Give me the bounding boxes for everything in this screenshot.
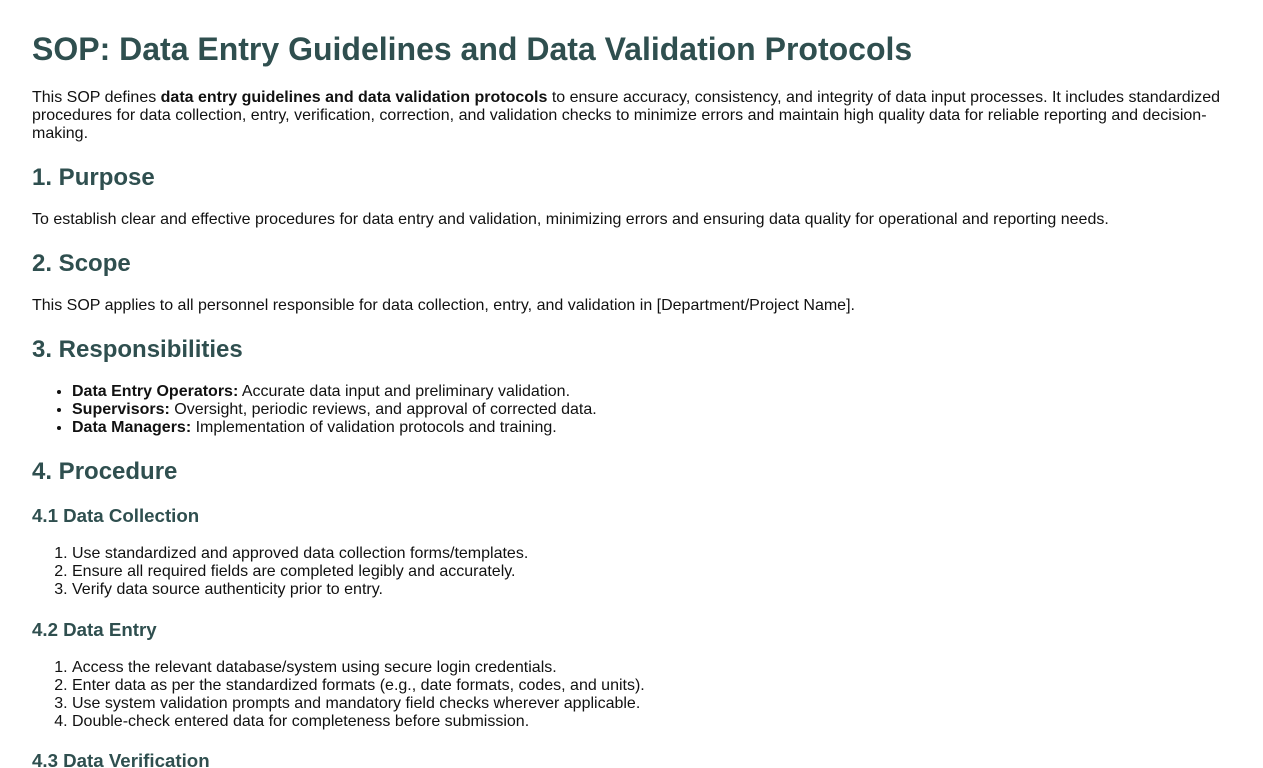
responsibilities-list <box>32 383 1222 437</box>
role-description: Implementation of validation protocols and training. <box>191 419 557 436</box>
data-collection-heading: 4.1 Data Collection <box>32 505 200 526</box>
list-item: 1. Use standardized and approved data collection forms/templates. <box>72 545 1222 563</box>
role-label: Data Entry Operators: <box>72 383 239 400</box>
intro-text-start: This SOP defines <box>32 89 161 106</box>
list-item: 4. Double-check entered data for completeness before submission. <box>72 713 1222 731</box>
procedure-heading: 4. Procedure <box>32 458 178 485</box>
role-label: Data Managers: <box>72 419 192 436</box>
list-item: 2. Ensure all required fields are completed legibly and accurately. <box>72 563 1222 581</box>
list-item: 1. Access the relevant database/system using secure login credentials. <box>72 659 1222 677</box>
list-item <box>72 383 1222 401</box>
purpose-text: To establish clear and effective procedures for data entry and validation, minimizing errors and ensuring data quality for operational and reporting needs. <box>32 211 1109 228</box>
data-collection-list <box>32 545 1222 599</box>
list-item <box>72 401 1222 419</box>
role-label: Supervisors: <box>72 401 170 418</box>
purpose-heading: 1. Purpose <box>32 164 155 191</box>
intro-text-end: to ensure accuracy, consistency, and integrity of data input processes. It includes standardized procedures for data collection, entry, verification, correction, and validation checks to minimize errors and maintain high quality data for reliable reporting and decision-making. <box>32 89 1221 142</box>
list-item: 2. Enter data as per the standardized formats (e.g., date formats, codes, and units). <box>72 677 1222 695</box>
intro-paragraph <box>32 89 1227 143</box>
page-title: SOP: Data Entry Guidelines and Data Validation Protocols <box>32 31 913 67</box>
list-item: 3. Use system validation prompts and mandatory field checks wherever applicable. <box>72 695 1222 713</box>
intro-bold-text: data entry guidelines and data validation protocols <box>160 89 548 106</box>
responsibilities-heading: 3. Responsibilities <box>32 336 243 363</box>
list-item <box>72 419 1222 437</box>
data-entry-list <box>32 659 1222 731</box>
role-description: Accurate data input and preliminary validation. <box>238 383 571 400</box>
data-entry-heading: 4.2 Data Entry <box>32 619 157 640</box>
role-description: Oversight, periodic reviews, and approval of corrected data. <box>169 401 597 418</box>
data-verification-heading: 4.3 Data Verification <box>32 750 210 768</box>
scope-heading: 2. Scope <box>32 250 131 277</box>
list-item: 3. Verify data source authenticity prior to entry. <box>72 581 1222 599</box>
scope-text: This SOP applies to all personnel responsible for data collection, entry, and validation in [Department/Project Name]. <box>32 297 855 314</box>
